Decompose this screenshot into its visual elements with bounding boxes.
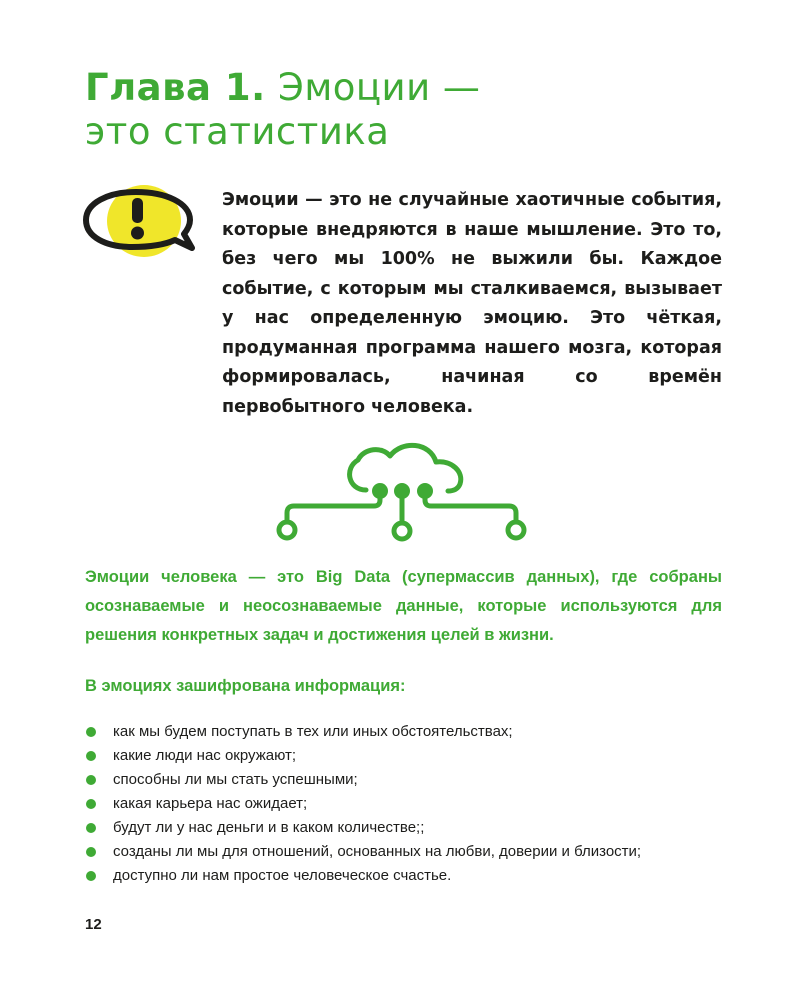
network-end-node-left [279, 522, 295, 538]
exclamation-bar [132, 198, 143, 223]
chapter-title-line-2: это статистика [85, 110, 390, 153]
big-data-highlight: Эмоции человека — это Big Data (супермассив данных), где собраны осознаваемые и неосознаваемые данные, которые используются для решения конкретных задач и достижения целей в жизни. [85, 568, 722, 644]
list-item-text: доступно ли нам простое человеческое счастье. [113, 867, 452, 884]
list-item [85, 720, 725, 744]
bullet-dot-icon [86, 823, 96, 833]
chapter-number: Глава 1. [85, 66, 266, 109]
bullet-dot-icon [86, 799, 96, 809]
bullet-dot-icon [86, 727, 96, 737]
chapter-title-line-1 [85, 66, 480, 110]
cloud-network-icon [270, 440, 532, 552]
info-list [85, 720, 725, 888]
list-item [85, 768, 725, 792]
list-item [85, 792, 725, 816]
chapter-title-text-1: Эмоции — [277, 66, 481, 109]
bullet-dot-icon [86, 775, 96, 785]
list-item [85, 744, 725, 768]
chapter-title [85, 66, 480, 154]
network-end-node-center [394, 523, 410, 539]
exclamation-speech-bubble-icon [80, 184, 202, 258]
list-item-text: какие люди нас окружают; [113, 747, 297, 764]
exclamation-dot [131, 227, 144, 240]
network-hub-node-2 [394, 483, 410, 499]
list-item-text: способны ли мы стать успешными; [113, 771, 358, 788]
network-hub-node-3 [417, 483, 433, 499]
bullet-dot-icon [86, 871, 96, 881]
list-heading: В эмоциях зашифрована информация: [85, 677, 406, 695]
list-item [85, 816, 725, 840]
list-item-text: будут ли у нас деньги и в каком количестве;; [113, 819, 425, 836]
network-hub-node-1 [372, 483, 388, 499]
list-item [85, 864, 725, 888]
bullet-dot-icon [86, 847, 96, 857]
list-item-text: как мы будем поступать в тех или иных обстоятельствах; [113, 723, 513, 740]
network-end-node-right [508, 522, 524, 538]
page-number: 12 [85, 916, 102, 933]
intro-paragraph: Эмоции — это не случайные хаотичные события, которые внедряются в наше мышление. Это то, без чего мы 100% не выжили бы. Каждое событие, с которым мы сталкиваемся, вызывает у нас определенную эмоцию. Это чёткая, продуманная программа нашего мозга, которая формировалась, начиная со времён первобытного человека. [222, 190, 722, 417]
network-line-right [425, 492, 516, 522]
list-item-text: какая карьера нас ожидает; [113, 795, 308, 812]
list-item-text: созданы ли мы для отношений, основанных на любви, доверии и близости; [113, 843, 642, 860]
list-item [85, 840, 725, 864]
network-line-left [287, 492, 380, 522]
bullet-dot-icon [86, 751, 96, 761]
